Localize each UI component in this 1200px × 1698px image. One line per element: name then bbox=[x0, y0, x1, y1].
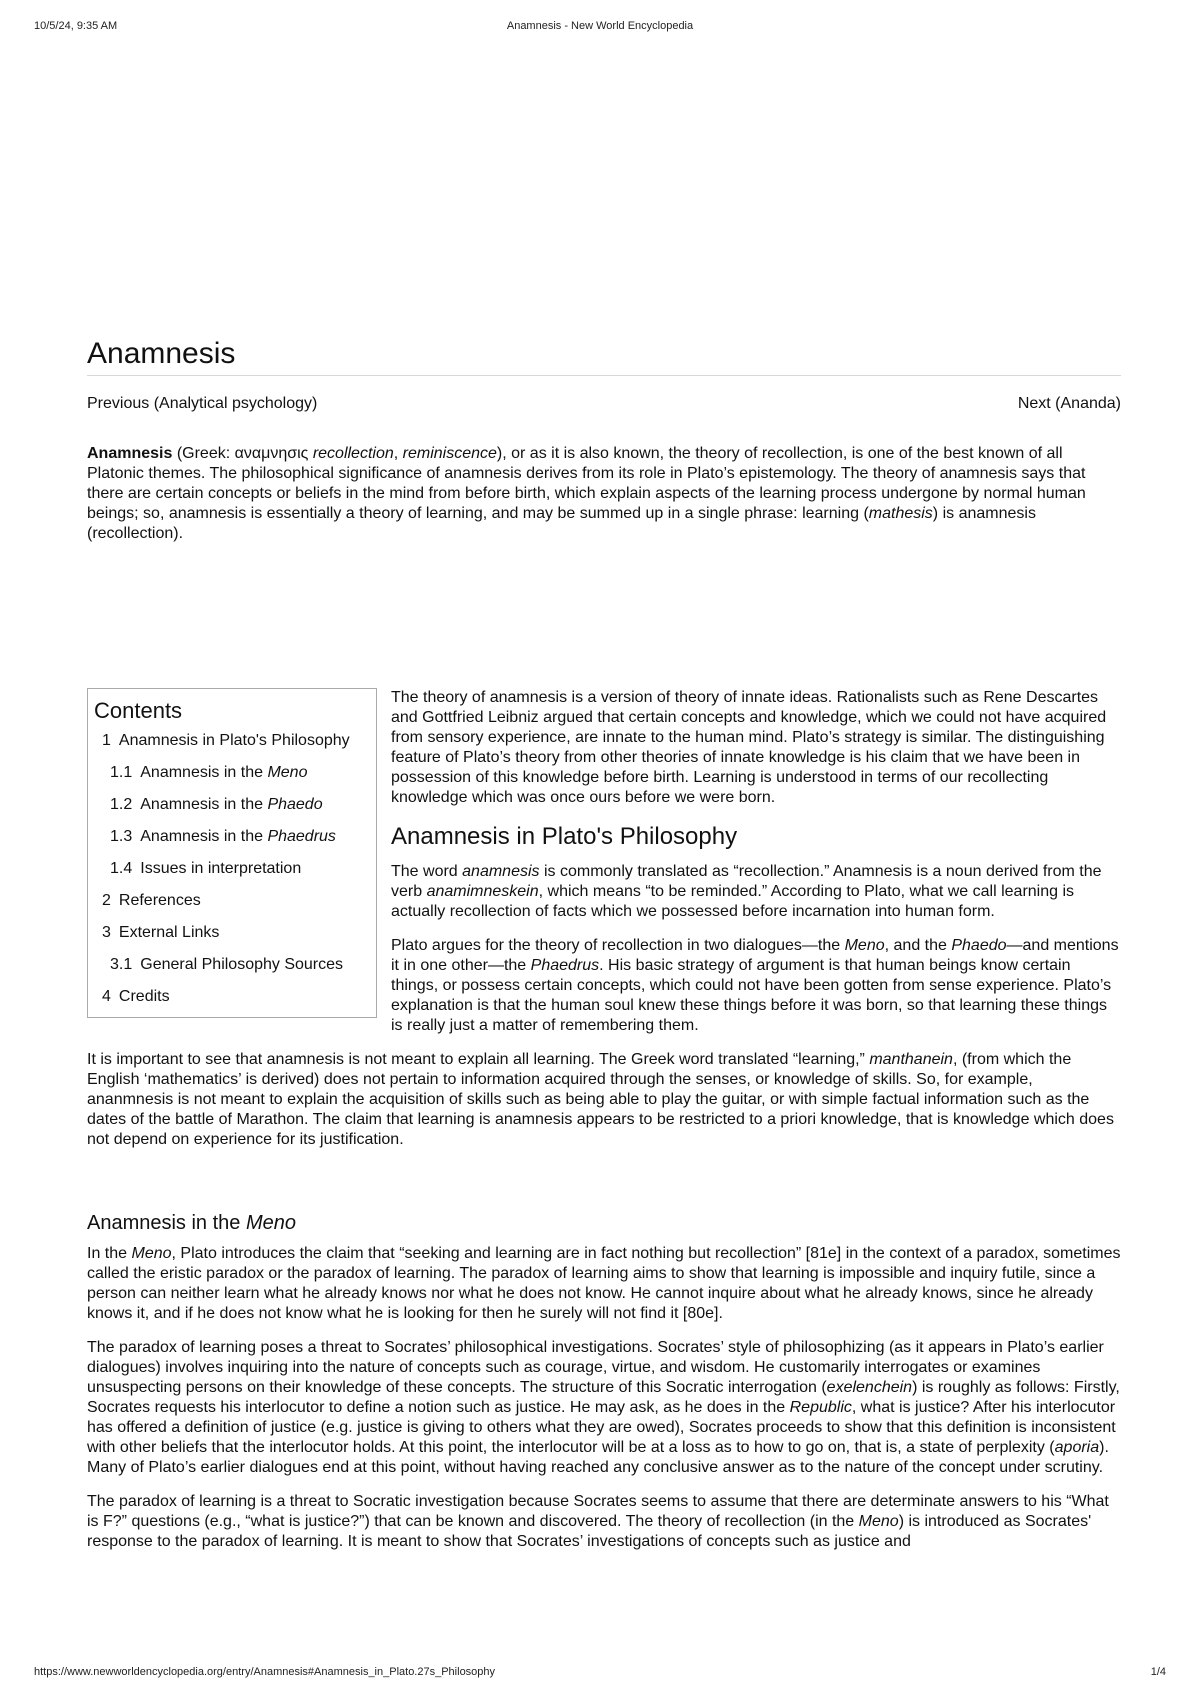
print-datetime: 10/5/24, 9:35 AM bbox=[34, 20, 118, 32]
print-header bbox=[34, 20, 1166, 36]
print-url: https://www.newworldencyclopedia.org/entry/Anamnesis#Anamnesis_in_Plato.27s_Philosophy bbox=[34, 1666, 496, 1678]
toc-item[interactable]: 1.3 Anamnesis in the Phaedrus bbox=[110, 828, 336, 845]
term-bold: Anamnesis bbox=[87, 445, 173, 462]
toc-item[interactable]: 2 References bbox=[102, 892, 201, 909]
learning-scope-paragraph: It is important to see that anamnesis is not meant to explain all learning. The Greek word translated “learning,” manthanein, (from which the English ‘mathematics’ is derived) does not pertain to information acquired through the senses, or knowledge of skills. So, for example, ananmnesis is not meant to explain the acquisition of skills such as being able to play the guitar, or with simple factual information such as the dates of the battle of Marathon. The claim that learning is anamnesis appears to be restricted to a priori knowledge, that is knowledge which does not depend on experience for its justification. bbox=[87, 1051, 1114, 1148]
toc-item[interactable]: 1.2 Anamnesis in the Phaedo bbox=[110, 796, 323, 813]
print-page-title: Anamnesis - New World Encyclopedia bbox=[506, 20, 694, 32]
anamnesis-word-paragraph: The word anamnesis is commonly translated as “recollection.” Anamnesis is a noun derived from the verb anamimneskein, which means “to be reminded.” According to Plato, what we call learning is actually recollection of facts which we possessed before incarnation into human form. bbox=[391, 863, 1102, 920]
section-heading-meno: Anamnesis in the Meno bbox=[87, 1212, 297, 1234]
toc-title: Contents bbox=[94, 698, 183, 723]
toc-item[interactable]: 1.4 Issues in interpretation bbox=[110, 860, 302, 877]
toc-item[interactable]: 3.1 General Philosophy Sources bbox=[110, 956, 344, 973]
intro-paragraph: Anamnesis (Greek: αναμνησις recollection, reminiscence), or as it is also known, the theory of recollection, is one of the best known of all Platonic themes. The philosophical significance of anamnesis derives from its role in Plato’s epistemology. The theory of anamnesis says that there are certain concepts or beliefs in the mind from before birth, which explain aspects of the learning process undergone by normal human beings; so, anamnesis is essentially a theory of learning, and may be summed up in a single phrase: learning (mathesis) is anamnesis (recollection). bbox=[87, 445, 1086, 542]
table-of-contents bbox=[87, 688, 377, 1018]
article-nav bbox=[87, 394, 1121, 414]
previous-article-link[interactable]: Previous (Analytical psychology) bbox=[87, 395, 318, 412]
toc-item[interactable]: 4 Credits bbox=[102, 988, 170, 1005]
print-footer bbox=[34, 1666, 1166, 1682]
page-number: 1/4 bbox=[1150, 1666, 1166, 1678]
meno-paragraph-3: The paradox of learning is a threat to Socratic investigation because Socrates seems to assume that there are determinate answers to his “What is F?” questions (e.g., “what is justice?”) that can be known and discovered. The theory of recollection (in the Meno) is introduced as Socrates' response to the paradox of learning. It is meant to show that Socrates’ investigations of concepts such as justice and bbox=[87, 1493, 1109, 1550]
page-title: Anamnesis bbox=[87, 335, 1121, 376]
section-heading-platos-philosophy: Anamnesis in Plato's Philosophy bbox=[391, 823, 738, 850]
toc-item[interactable]: 1 Anamnesis in Plato's Philosophy bbox=[102, 732, 350, 749]
article bbox=[87, 335, 1121, 1566]
innate-ideas-paragraph: The theory of anamnesis is a version of theory of innate ideas. Rationalists such as Rene Descartes and Gottfried Leibniz argued that certain concepts and knowledge, which we could not have acquired from sensory experience, are innate to the human mind. Plato’s strategy is similar. The distinguishing feature of Plato’s theory from other theories of innate knowledge is his claim that we have been in possession of this knowledge before birth. Learning is understood in terms of our recollecting knowledge which was once ours before we were born. bbox=[391, 689, 1107, 806]
spacer bbox=[87, 558, 1121, 688]
toc-item[interactable]: 3 External Links bbox=[102, 924, 220, 941]
next-article-link[interactable]: Next (Ananda) bbox=[1017, 395, 1121, 412]
meno-paragraph-1: In the Meno, Plato introduces the claim that “seeking and learning are in fact nothing but recollection” [81e] in the context of a paradox, sometimes called the eristic paradox or the paradox of learning. The paradox of learning aims to show that learning is impossible and inquiry futile, since a person can neither learn what he already knows nor what he does not know. He cannot inquire about what he already knows, since he already knows it, and if he does not know what he is looking for then he surely will not find it [80e]. bbox=[87, 1245, 1121, 1322]
dialogues-paragraph: Plato argues for the theory of recollection in two dialogues—the Meno, and the Phaedo—and mentions it in one other—the Phaedrus. His basic strategy of argument is that human beings know certain things, or possess certain concepts, which could not have been gotten from sense experience. Plato’s explanation is that the human soul knew these things before it was born, so that learning these things is really just a matter of remembering them. bbox=[391, 937, 1119, 1034]
toc-item[interactable]: 1.1 Anamnesis in the Meno bbox=[110, 764, 308, 781]
meno-paragraph-2: The paradox of learning poses a threat to Socrates’ philosophical investigations. Socrates’ style of philosophizing (as it appears in Plato’s earlier dialogues) involves inquiring into the nature of concepts such as courage, virtue, and wisdom. He customarily interrogates or examines unsuspecting persons on their knowledge of these concepts. The structure of this Socratic interrogation (exelenchein) is roughly as follows: Firstly, Socrates requests his interlocutor to define a notion such as justice. He may ask, as he does in the Republic, what is justice? After his interlocutor has offered a definition of justice (e.g. justice is giving to others what they are owed), Socrates proceeds to show that this definition is inconsistent with other beliefs that the interlocutor holds. At this point, the interlocutor will be at a loss as to how to go on, that is, a state of perplexity (aporia). Many of Plato’s earlier dialogues end at this point, without having reached any conclusive answer as to the nature of the concept under scrutiny. bbox=[87, 1339, 1120, 1476]
